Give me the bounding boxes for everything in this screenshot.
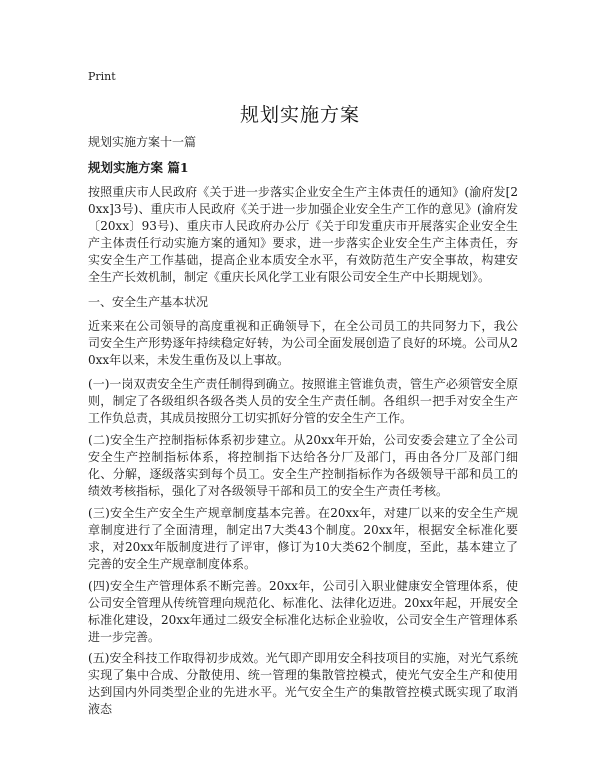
paragraph-item-4: (四)安全生产管理体系不断完善。20xx年，公司引入职业健康安全管理体系，使公司安全管理从传统管理向规范化、标准化、法律化迈进。20xx年起，开展安全标准化建设，20xx年通过二级安全标准化达标企业验收，公司安全生产管理体系进一步完善。: [88, 579, 518, 644]
print-label: Print: [88, 70, 116, 83]
paragraph-item-1: (一)一岗双责安全生产责任制得到确立。按照谁主管谁负责，管生产必须管安全原则，制定了各级组织各级各类人员的安全生产责任制。各组织一把手对安全生产工作负总责，其成员按照分工切实抓好分管的安全生产工作。: [88, 377, 518, 425]
paragraph-item-5: (五)安全科技工作取得初步成效。光气即产即用安全科技项目的实施，对光气系统实现了集中合成、分散使用、统一管理的集散管控模式，使光气安全生产和使用达到国内外同类型企业的先进水平。光气安全生产的集散管控模式既实现了取消液态: [88, 651, 518, 716]
paragraph-item-2: (二)安全生产控制指标体系初步建立。从20xx年开始，公司安委会建立了全公司安全生产控制指标体系，将控制指下达给各分厂及部门，再由各分厂及部门细化、分解，逐级落实到每个员工。安全生产控制指标作为各级领导干部和员工的绩效考核指标，强化了对各级领导干部和员工的安全生产责任考核。: [88, 433, 518, 498]
document-subtitle: 规划实施方案十一篇: [88, 135, 197, 149]
paragraph-intro: 按照重庆市人民政府《关于进一步落实企业安全生产主体责任的通知》(渝府发[20xx]3号)、重庆市人民政府《关于进一步加强企业安全生产工作的意见》(渝府发〔20xx〕93号)、重庆市人民政府办公厅《关于印发重庆市开展落实企业安全生产主体责任行动实施方案的通知》要求，进一步落实企业安全生产主体责任，夯实安全生产工作基础，提高企业本质安全水平，有效防范生产安全事故，构建安全生产长效机制，制定《重庆长风化学工业有限公司安全生产中长期规划》。: [88, 185, 518, 284]
paragraph-overview: 近来来在公司领导的高度重视和正确领导下，在全公司员工的共同努力下，我公司安全生产形势逐年持续稳定好转，为公司全面发展创造了良好的环境。公司从20xx年以来，未发生重伤及以上事故。: [88, 319, 518, 367]
paragraph-item-3: (三)安全生产安全生产规章制度基本完善。在20xx年，对建厂以来的安全生产规章制度进行了全面清理，制定出7大类43个制度。20xx年，根据安全标准化要求，对20xx年版制度进行了评审，修订为10大类62个制度，至此，基本建立了完善的安全生产规章制度体系。: [88, 506, 518, 571]
section-subheading: 一、安全生产基本状况: [88, 295, 209, 309]
section-heading: 规划实施方案 篇1: [88, 160, 189, 175]
page-title: 规划实施方案: [239, 104, 360, 126]
